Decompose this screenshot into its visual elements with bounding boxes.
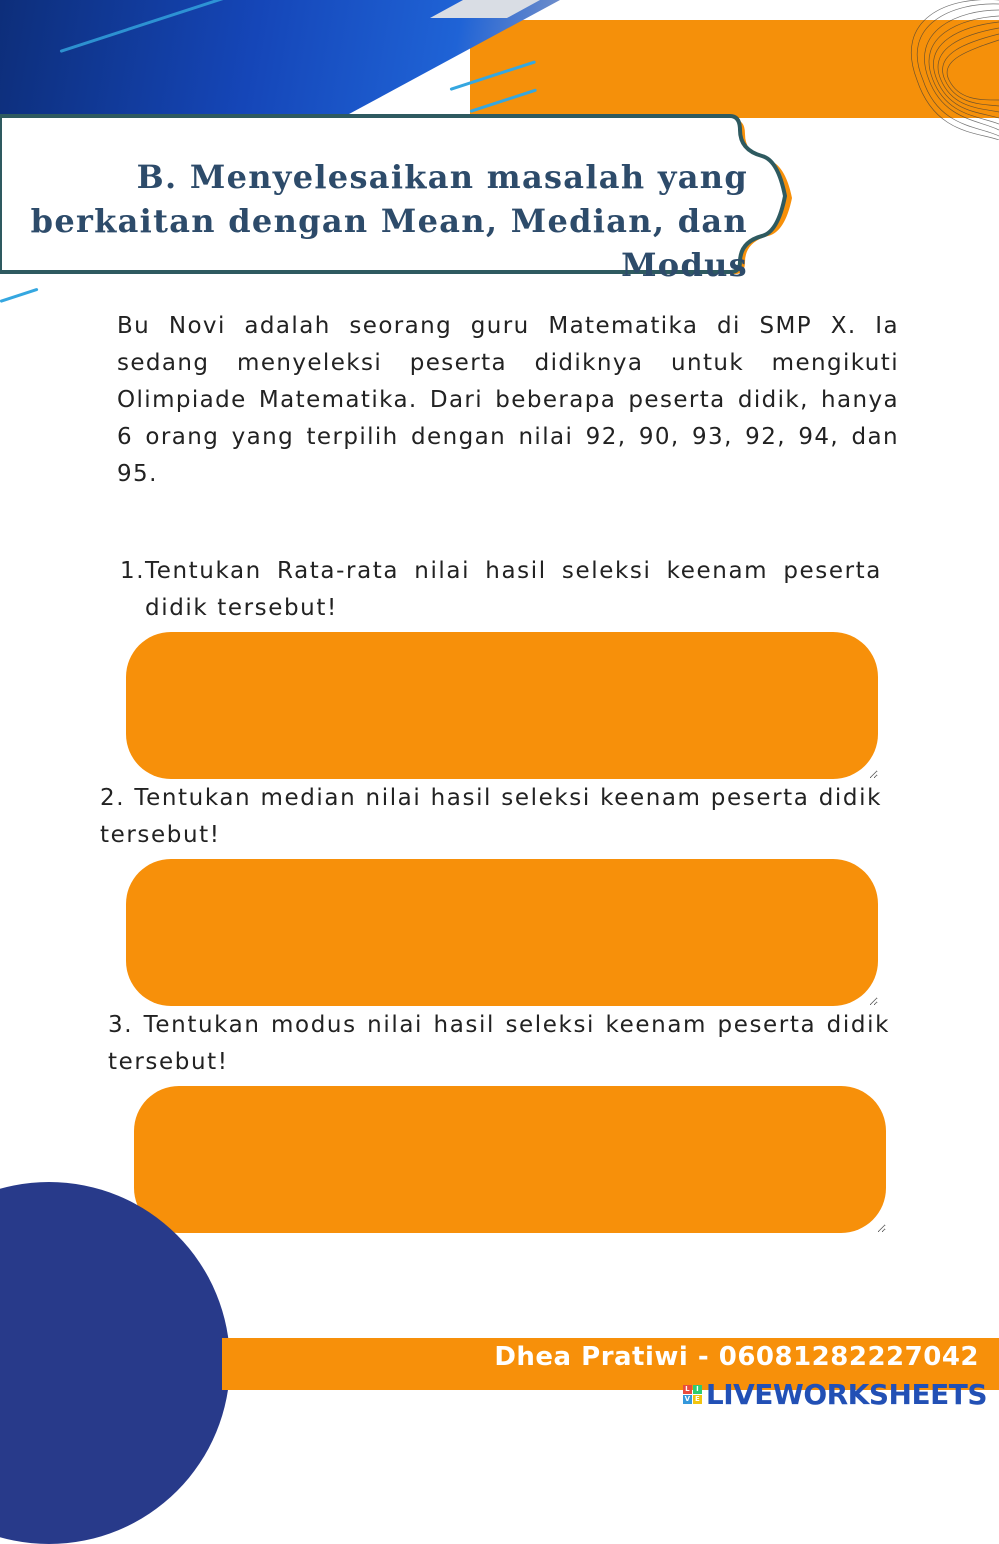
liveworksheets-logo	[683, 1378, 987, 1411]
answer-box-1[interactable]	[126, 632, 878, 779]
logo-letter: V	[684, 1395, 691, 1403]
question-3: 3. Tentukan modus nilai hasil seleksi keenam peserta didik tersebut!	[108, 1012, 890, 1075]
liveworksheets-icon	[683, 1385, 702, 1404]
liveworksheets-wordmark: LIVEWORKSHEETS	[705, 1378, 987, 1411]
logo-letter: I	[693, 1385, 702, 1394]
question-2: 2. Tentukan median nilai hasil seleksi keenam peserta didik tersebut!	[100, 785, 882, 848]
intro-paragraph: Bu Novi adalah seorang guru Matematika di SMP X. Ia sedang menyeleksi peserta didiknya untuk mengikuti Olimpiade Matematika. Dari beberapa peserta didik, hanya 6 orang yang terpilih dengan nilai 92, 90, 93, 92, 94, dan 95.	[117, 313, 899, 487]
answer-box-3[interactable]	[134, 1086, 886, 1233]
logo-letter: L	[683, 1385, 692, 1394]
logo-letter: E	[693, 1395, 702, 1404]
page-title: B. Menyelesaikan masalah yang berkaitan dengan Mean, Median, dan Modus	[30, 158, 748, 284]
side-stripe	[0, 288, 39, 303]
author-credit: Dhea Pratiwi - 06081282227042	[494, 1342, 979, 1372]
navy-circle-decoration	[0, 1182, 230, 1544]
question-text: Tentukan Rata-rata nilai hasil seleksi keenam peserta didik tersebut!	[145, 558, 882, 621]
question-number: 1.	[120, 558, 146, 584]
answer-box-2[interactable]	[126, 859, 878, 1006]
question-1	[120, 553, 882, 627]
wave-lines-decoration	[849, 0, 999, 140]
